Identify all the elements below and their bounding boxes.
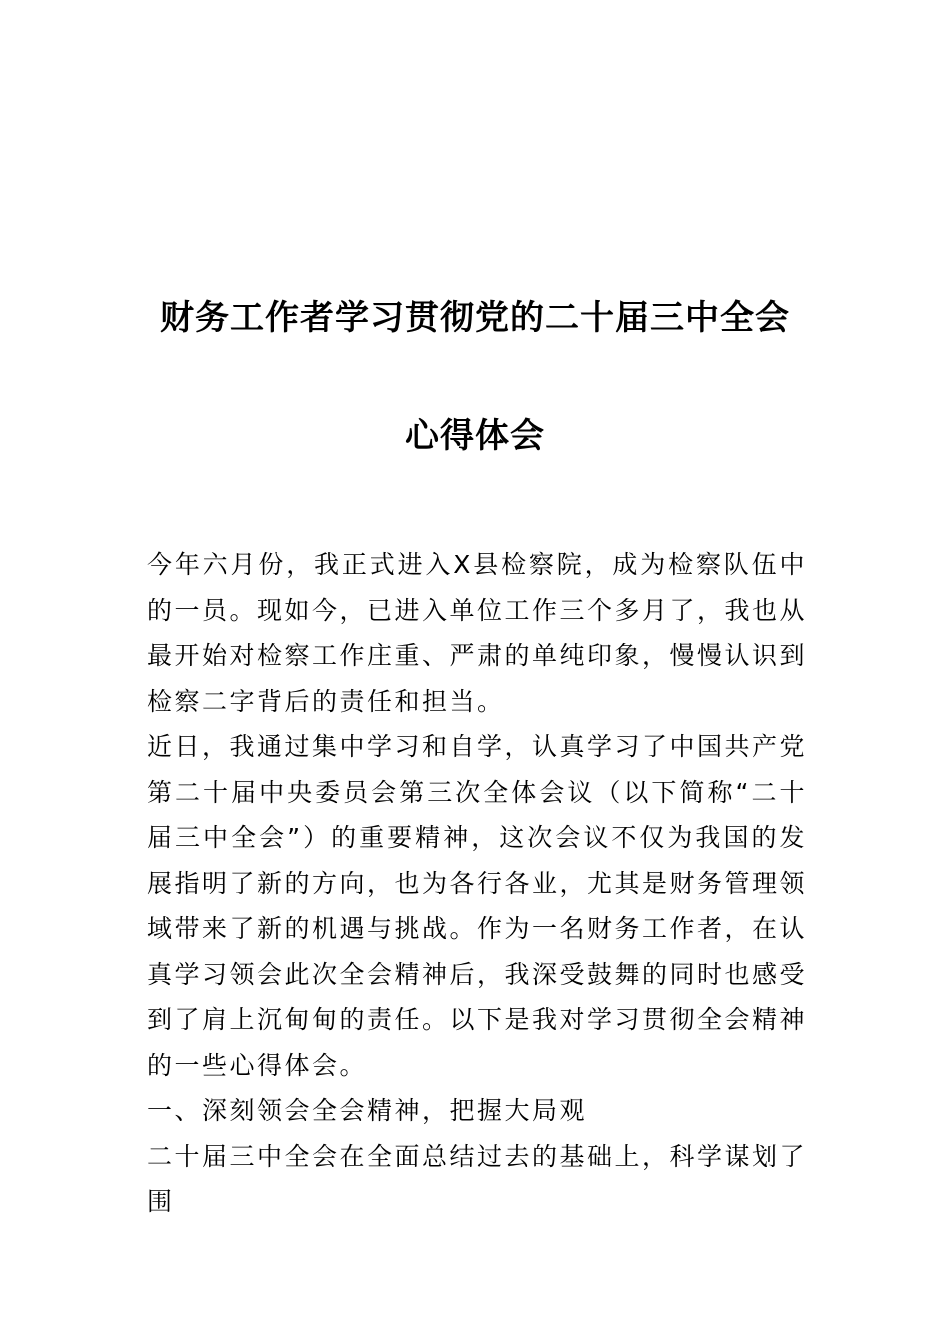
document-title-line-2: 心得体会 — [405, 416, 545, 456]
paragraph-intro: 今年六月份，我正式进入X县检察院，成为检察队伍中的一员。现如今，已进入单位工作三个多月了，我也从最开始对检察工作庄重、严肃的单纯印象，慢慢认识到检察二字背后的责任和担当。 — [147, 550, 808, 716]
paragraph-study: 近日，我通过集中学习和自学，认真学习了中国共产党第二十届中央委员会第三次全体会议（以下简称“二十届三中全会”）的重要精神，这次会议不仅为我国的发展指明了新的方向，也为各行各业，尤其是财务管理领域带来了新的机遇与挑战。作为一名财务工作者，在认真学习领会此次全会精神后，我深受鼓舞的同时也感受到了肩上沉甸甸的责任。以下是我对学习贯彻全会精神的一些心得体会。 — [147, 732, 808, 1080]
document-title-line-1: 财务工作者学习贯彻党的二十届三中全会 — [160, 298, 790, 338]
document-body — [147, 542, 807, 1225]
section-heading-1: 一、深刻领会全会精神，把握大局观 — [147, 1096, 588, 1125]
paragraph-section-1: 二十届三中全会在全面总结过去的基础上，科学谋划了围 — [147, 1141, 808, 1216]
